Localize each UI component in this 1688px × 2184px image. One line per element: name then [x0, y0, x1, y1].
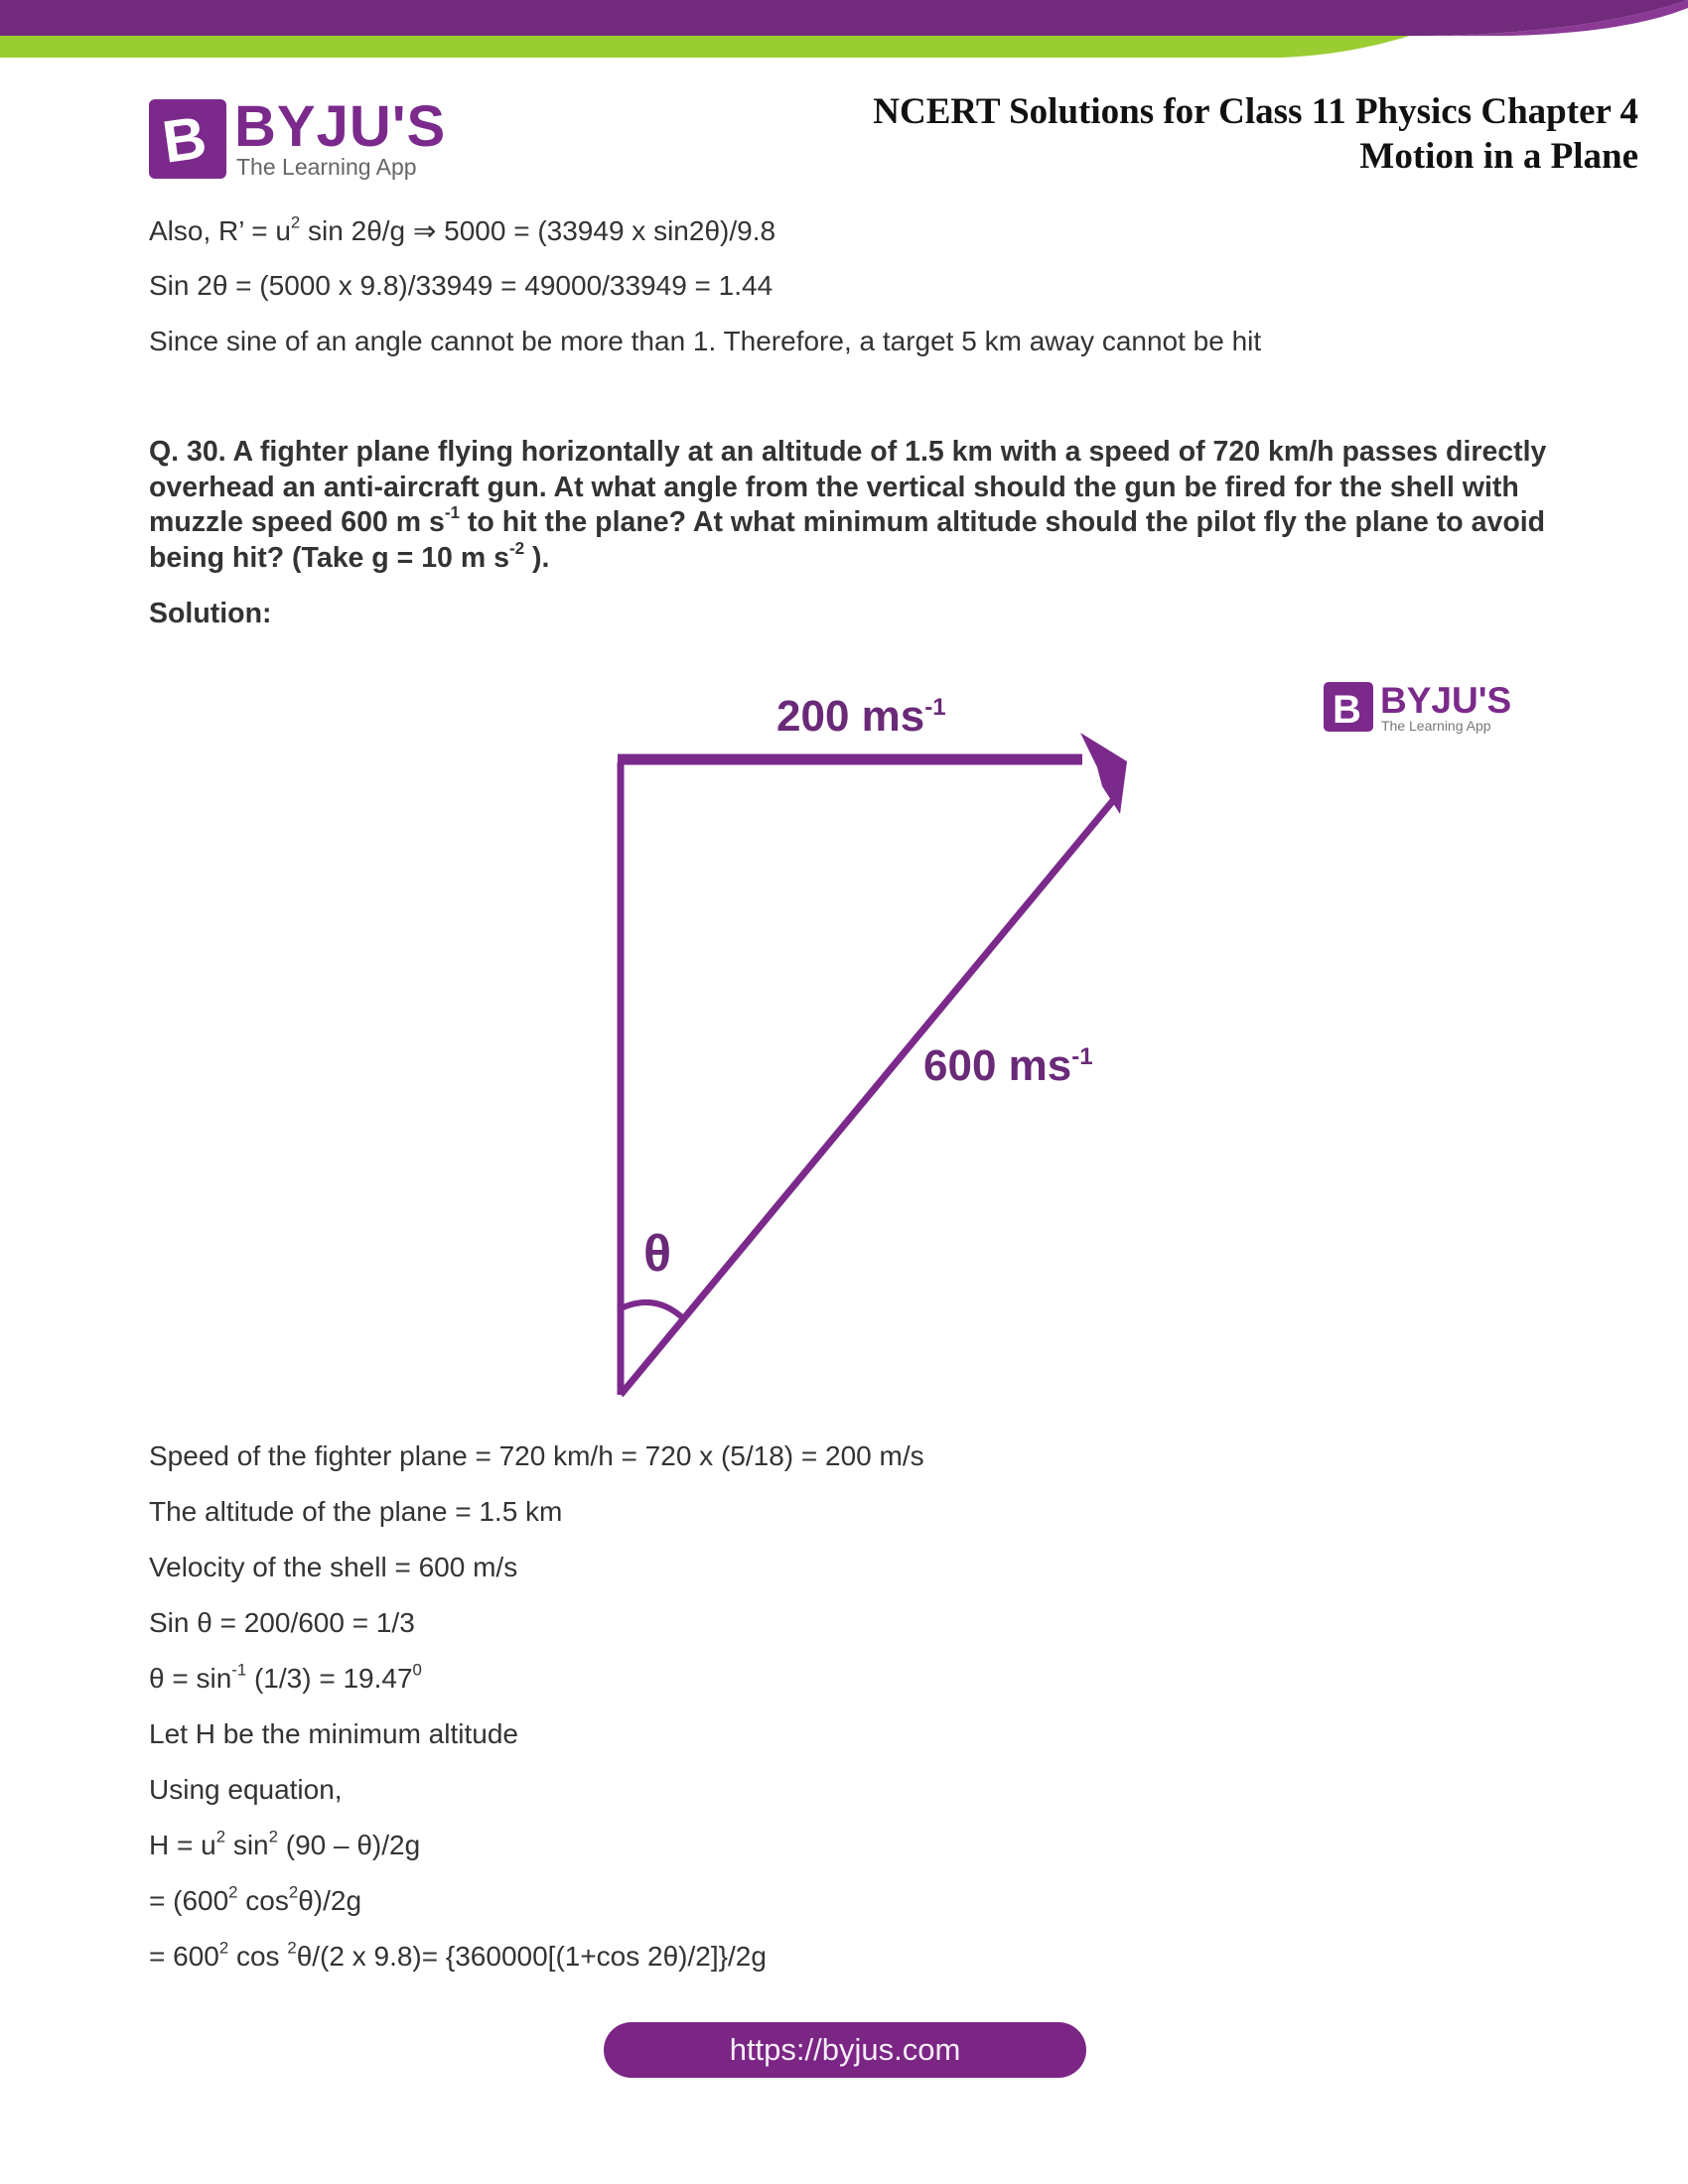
solution-line-6: Let H be the minimum altitude [149, 1718, 518, 1749]
text: cos [237, 1885, 289, 1916]
watermark-wordmark: BYJU'S [1380, 680, 1512, 721]
superscript: -2 [508, 538, 525, 558]
solution-line-4: Sin θ = 200/600 = 1/3 [149, 1607, 415, 1638]
superscript: 2 [268, 1827, 278, 1846]
header-band [0, 0, 1688, 60]
document-title [873, 89, 1638, 179]
text: θ)/2g [298, 1885, 362, 1916]
byjus-logo-mark-icon [149, 99, 226, 179]
question-text: ). [524, 541, 550, 574]
angle-theta-label: θ [643, 1225, 672, 1283]
question-text: Q. 30. A fighter plane flying horizontally at an altitude of 1.5 km with a speed of 720 km/h passes directly overhead an anti-aircraft gun. At what angle from the vertical should the gun be fired for the shell with muzzle speed 600 m s [149, 436, 1547, 538]
superscript: 2 [218, 1938, 229, 1958]
solution-line-3: Velocity of the shell = 600 m/s [149, 1552, 518, 1582]
superscript: 2 [215, 1827, 226, 1846]
superscript: 2 [288, 1882, 299, 1902]
text: sin [225, 1830, 269, 1860]
superscript: 2 [287, 1938, 297, 1958]
solution-line-8 [149, 1827, 421, 1861]
solution-line-10 [149, 1938, 767, 1973]
logo-wordmark: BYJU'S [234, 94, 447, 159]
svg-text:200 ms-1 [776, 692, 946, 741]
prev-solution-line-3: Since sine of an angle cannot be more than 1. Therefore, a target 5 km away cannot be hit [149, 326, 1262, 356]
watermark-mark: B [1333, 688, 1361, 732]
question-30 [149, 435, 1559, 576]
footer-url-link[interactable]: https://byjus.com [604, 2022, 1086, 2078]
svg-text:600 ms-1 [923, 1041, 1093, 1090]
text: Also, R’ = u [149, 215, 291, 246]
text: cos [228, 1941, 288, 1972]
solution-line-2: The altitude of the plane = 1.5 km [149, 1496, 563, 1527]
text: (90 – θ)/2g [277, 1830, 421, 1860]
byjus-watermark-logo [1324, 680, 1511, 734]
byjus-logo [149, 94, 447, 181]
logo-mark-letter: B [158, 103, 211, 176]
horizontal-velocity-label: 200 ms [776, 692, 925, 741]
document-title-line-2: Motion in a Plane [1359, 136, 1638, 177]
superscript: 0 [412, 1660, 422, 1680]
superscript: 2 [290, 212, 301, 232]
question-text: to hit the plane? At what minimum altitude should the pilot fly the plane to avoid being hit? (Take g = 10 m s [149, 506, 1546, 574]
logo-tagline: The Learning App [236, 154, 417, 180]
superscript: -1 [1071, 1043, 1093, 1070]
watermark-tagline: The Learning App [1381, 718, 1491, 734]
superscript: 2 [228, 1882, 238, 1902]
triangle-figure [596, 665, 1589, 1410]
solution-label: Solution: [149, 598, 272, 629]
superscript: -1 [444, 503, 461, 523]
prev-solution-line-2: Sin 2θ = (5000 x 9.8)/33949 = 49000/33949 = 1.44 [149, 270, 774, 301]
solution-line-5 [149, 1660, 422, 1695]
velocity-triangle-diagram [596, 665, 1589, 1410]
shell-velocity-label: 600 ms [923, 1041, 1072, 1090]
text: (1/3) = 19.47 [246, 1663, 413, 1694]
text: sin 2θ/g ⇒ 5000 = (33949 x sin2θ)/9.8 [300, 215, 776, 246]
superscript: -1 [924, 694, 946, 721]
text: θ/(2 x 9.8)= {360000[(1+cos 2θ)/2]}/2g [296, 1941, 767, 1972]
solution-line-9 [149, 1882, 362, 1917]
text: = 600 [149, 1941, 219, 1972]
text: θ = sin [149, 1663, 232, 1694]
superscript: -1 [231, 1660, 247, 1680]
text: = (600 [149, 1885, 229, 1916]
solution-line-7: Using equation, [149, 1774, 343, 1805]
solution-line-1: Speed of the fighter plane = 720 km/h = 720 x (5/18) = 200 m/s [149, 1440, 924, 1471]
document-title-line-1: NCERT Solutions for Class 11 Physics Chapter 4 [873, 91, 1638, 132]
prev-solution-line-1 [149, 214, 775, 247]
text: H = u [149, 1830, 216, 1860]
